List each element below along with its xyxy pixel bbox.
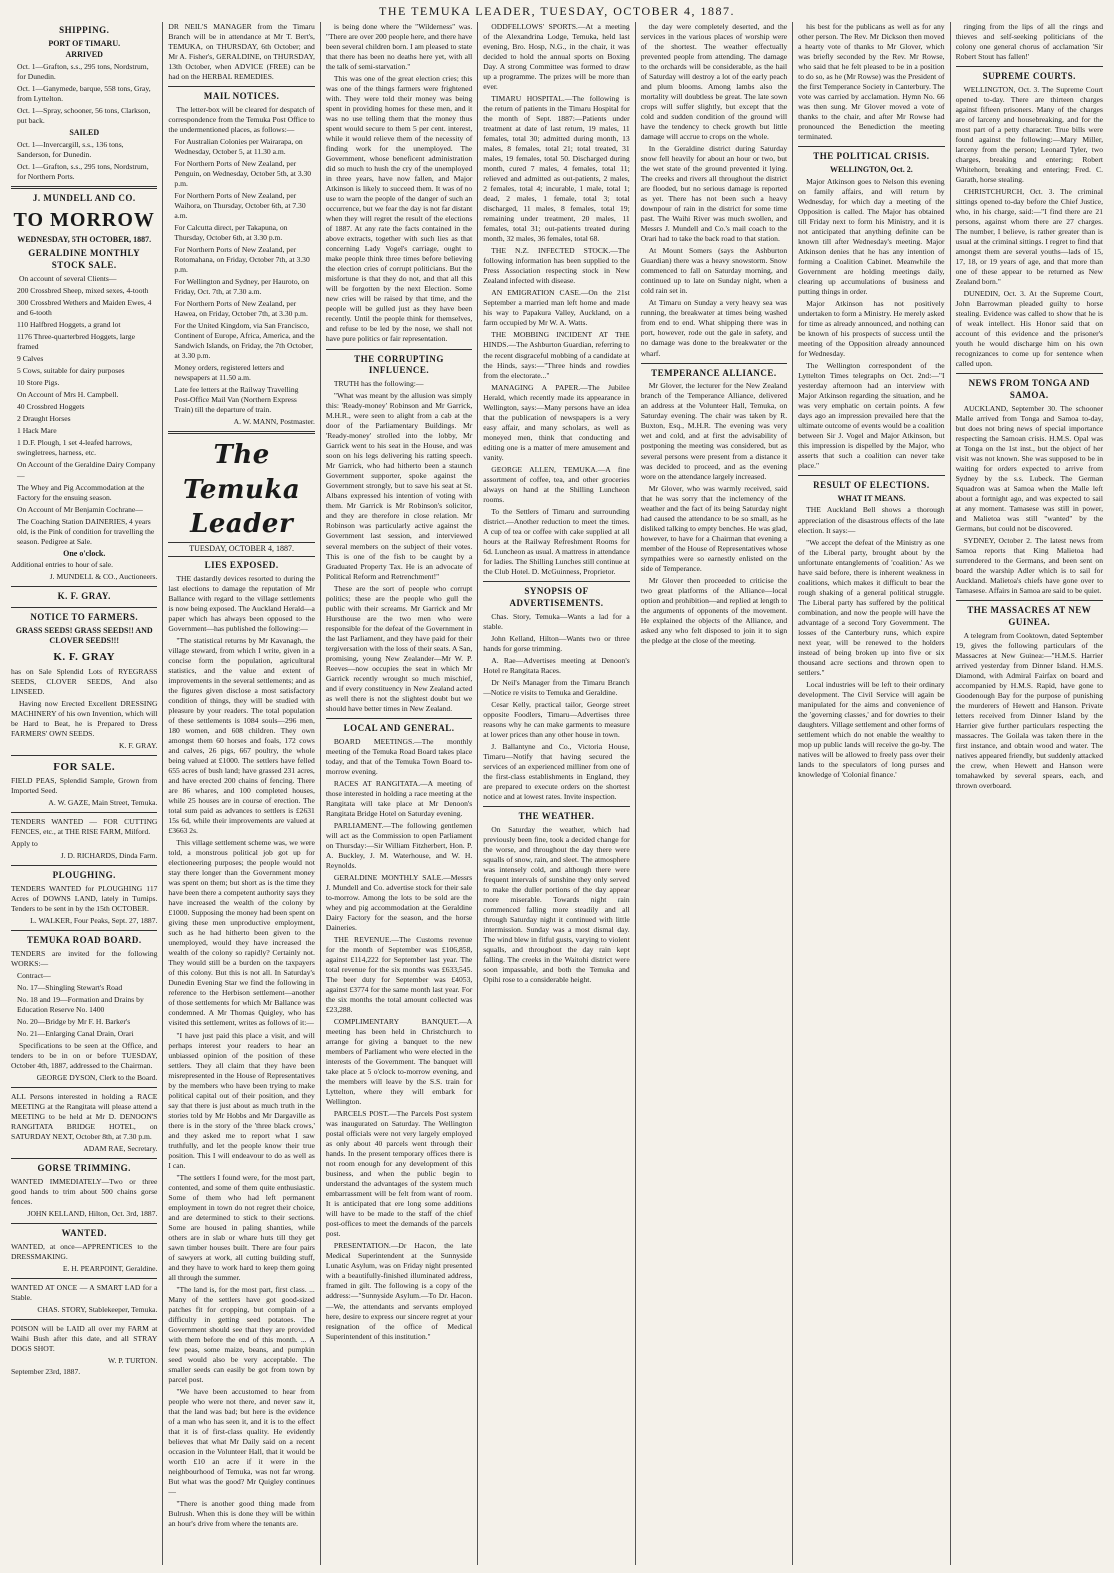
list-item: Late fee letters at the Railway Travelling Post-Office Mail Van (Northern Express Train) till the departure of train.: [174, 385, 299, 415]
paragraph: A. Rae—Advertises meeting at Denoon's Hotel re Rangitata Races.: [483, 655, 630, 675]
paragraph: MANAGING A PAPER.—The Jubilee Herald, which recently made its appearance in Wellington, says:—Many persons have an idea that the publication of newspapers is a very easy affair, and many scholars, as well as moneyed men, think that conducting and editing one is a matter of mere amusement and vanity.: [483, 382, 630, 462]
gray-text-2: Having now Erected Excellent DRESSING MACHINERY of his own Invention, which will be Hard to Beat, he is Prepared to Dress FARMERS' OWN SEEDS.: [11, 698, 158, 738]
tomorrow-date: WEDNESDAY, 5TH OCTOBER, 1887.: [17, 234, 152, 244]
poison-date: September 23rd, 1887.: [11, 1367, 81, 1377]
columns: [6, 22, 1108, 1565]
paragraph: "I have just paid this place a visit, and will perhaps interest your readers to hear an unbiassed opinion of the position of these settlers. They all claim that they have been misrepresented in the House of Representatives by the members who have been trying to make political capital out of their position, and they say that there is just about as much truth in the stories told by Mr Hobbs and Mr Dargaville as there is in the story of the 'three black crows,' and they asked me to report what I saw truthfully, and let the people know their true position. This I will endeavour to do as well as I can.: [168, 1030, 315, 1170]
paragraph: Major Atkinson has not positively undertaken to form a Ministry. He merely asked for time as already announced, and nothing can be known of his prospects of success until the meeting of the Opposition already announced for Wednesday.: [798, 298, 945, 358]
weather-continued: [641, 22, 787, 359]
road-board-signature: GEORGE DYSON, Clerk to the Board.: [36, 1073, 158, 1083]
gray-name: K. F. GRAY: [53, 651, 116, 664]
mail-items: [168, 137, 314, 415]
list-item: 300 Crossbred Wethers and Maiden Ewes, 4 and 6-tooth: [17, 298, 152, 318]
mail-head: MAIL NOTICES.: [203, 91, 280, 102]
sale-intro: On account of several Clients—: [19, 274, 117, 284]
paragraph: BOARD MEETINGS.—The monthly meeting of the Temuka Road Board takes place today, and that of the Temuka Town Board to-morrow evening.: [325, 736, 473, 776]
gray-text: has on Sale Splendid Lots of RYEGRASS SEEDS, CLOVER SEEDS, And also LINSEED.: [11, 666, 158, 696]
issue-dateline: TUESDAY, OCTOBER 4, 1887.: [168, 542, 314, 557]
column-1: [6, 22, 163, 1565]
mail-signature: A. W. MANN, Postmaster.: [233, 417, 315, 427]
list-item: 1 Hack Mare: [17, 426, 57, 436]
paragraph: John Kelland, Hilton—Wants two or three hands for gorse trimming.: [483, 633, 630, 653]
list-item: Oct. 1—Spray, schooner, 56 tons, Clarkson, put back.: [17, 106, 151, 126]
paragraph: is being done where the "Wilderness" was. "There are over 200 people here, and there have been several children born. I am pleased to state that there has been no deaths here yet, with all the talk of semi-starvation.": [325, 22, 473, 72]
list-item: No. 21—Enlarging Canal Drain, Orari: [17, 1029, 134, 1039]
paragraph: To the Settlers of Timaru and surrounding district.—Another reduction to meet the times. A cup of tea or coffee with cake supplied at all hours at the Railway Refreshment Rooms for 6d. Luncheon as usual. A mattress in attendance for ladies. The Shilling Lunches still continue at the Club Hotel. D. McGuinness, Proprietor.: [483, 506, 630, 576]
paragraph: Mr Glover, who was warmly received, said that he was sorry that the inclemency of the weather and the fact of its being Saturday night had caused the attendance to be so small, as he disliked talking to empty benches. He was glad, however, to have for a Chairman that evening a member of the House of Representatives whose sympathies were so earnestly enlisted on the side of Temperance.: [640, 483, 788, 573]
paragraph: PARLIAMENT.—The following gentlemen will act as the Commission to open Parliament on Thursday:—Sir William Fitzherbert, Hon. P. A. Buckley, J. M. Waterhouse, and W. H. Reynolds.: [325, 820, 473, 870]
list-item: 9 Calves: [17, 354, 44, 364]
list-item: Contract—: [17, 971, 51, 981]
farmers-head: NOTICE TO FARMERS.: [30, 612, 139, 623]
list-item: For Northern Ports of New Zealand, per Rotomahana, on Friday, October 7th, at 3.30 p.m.: [174, 245, 310, 275]
list-item: For Northern Ports of New Zealand, per Hawea, on Friday, October 7th, at 3.30 p.m.: [174, 299, 308, 319]
paragraph: This village settlement scheme was, we were told, a monstrous political job got up for electioneering purposes; the people would not stay there longer than the Government money was spent on them; but short as is the time they have been there a competent authority says they have increased the wealth of the colony by £1000. Supposing the money had been spent on giving these men unproductive employment, such as he had hitherto been given to the unemployed, would they have increased the wealth of the colony so rapidly? Certainly not. They would still be a burden on the taxpayers of this colony. But this is not all. In Saturday's Dunedin Evening Star we find the following in reference to the Herbison settlement—another of those settlements for which Mr Ballance was condemned. A Mr Thomas Quigley, who has visited this settlement, writes as follows of it:—: [168, 838, 315, 1028]
lies-continued: [326, 22, 472, 345]
local-general-article: [326, 737, 472, 1342]
paragraph: THE REVENUE.—The Customs revenue for the month of September was £106,858, against £114,222 for September last year. The total revenue for the six months was £633,545. The beer duty for September was £4053, against £3774 for the same month last year. For the six months the total amount collected was £23,288.: [325, 934, 473, 1015]
running-head: THE TEMUKA LEADER, TUESDAY, OCTOBER 4, 1887.: [378, 4, 736, 18]
list-item: The Coaching Station DAINERIES, 4 years old, is the Pink of condition for travelling the season. Pedigree at Sale.: [17, 516, 155, 546]
paragraph: TIMARU HOSPITAL.—The following is the return of patients in the Timaru Hospital for the month of Sept. 1887:—Patients under treatment at date of last return, 19 males, 11 females, total 30; admitted during month, 13 males, 8 females, total 21; total treated, 31 males, 19 females, total 50. Discharged during month, cured 7 males, 4 females, total 11; relieved and admitted as out-patients, 2 males, 2 females, total 4; incurable, 1 male, total 1; dead, 2 males, 1 female, total 3; total discharged, 11 males, 8 females, total 19; remaining under treatment, 20 males, 11 females, total 31; out-patients treated during month, 32 males, 36 females, total 68.: [483, 94, 630, 244]
paragraph: THE dastardly devices resorted to during the last elections to damage the reputation of Mr Ballance with regard to the village settlements is now being exposed. The Auckland Herald—a paper which has always been opposed to the Government—has published the following:—: [168, 573, 315, 633]
paragraph: Cesar Kelly, practical tailor, George street opposite Foodlers, Timaru—Advertises three reasons why he can make garments to measure at lower prices than any other house in town.: [483, 699, 630, 739]
lies-head: LIES EXPOSED.: [204, 559, 279, 570]
paragraph: "The statistical returns by Mr Kavanagh, the village steward, from which I write, given in a concise form the population, agricultural statistics, and the value and extent of improvements in the several settlements; and as the figures given disclose a most satisfactory condition of things, they will be studied with pleasure by your readers. The total population of these settlements is 1084 souls—296 men, 180 women, and 608 children. They own amongst them 60 horses and foals, 172 cows and calves, 26 pigs, 667 poultry, the whole being valued at £1000. The settlers have felled 655 acres of bush land; have grassed 231 acres, and have erected 200 chains of fencing. There are 86 whares, and 100 completed houses, while 25 houses are in course of erection. The total sum paid as advances to settlers is £2631 15s 6d, while their improvements are valued at £3663 2s.: [168, 635, 315, 836]
gorse-text: WANTED IMMEDIATELY—Two or three good hands to trim about 500 chains gorse fences.: [11, 1177, 158, 1207]
poison-text: POISON will be LAID all over my FARM at Waihi Bush after this date, and all STRAY DOGS SHOT.: [11, 1324, 158, 1354]
list-item: No. 20—Bridge by Mr F. H. Barker's: [17, 1017, 131, 1027]
paragraph: GEORGE ALLEN, TEMUKA.—A fine assortment of coffee, tea, and other groceries always on hand at the Shilling Luncheon rooms.: [483, 464, 630, 504]
paragraph: THE MOBBING INCIDENT AT THE HINDS.—The Ashburton Guardian, referring to the recent disgraceful mobbing of a candidate at the Hinds, says:—"Three hinds and rowdies from the electorate...": [483, 330, 630, 380]
list-item: No. 17—Shingling Stewart's Road: [17, 983, 123, 993]
list-item: 2 Draught Horses: [17, 414, 71, 424]
paragraph: Mr Glover, the lecturer for the New Zealand branch of the Temperance Alliance, delivered an address at the Volunteer Hall, Temuka, on Saturday evening. The chair was taken by R. Buxton, Esq., M.H.R. The evening was very wet and cold, and at first the advisability of postponing the meeting was considered, but as several persons were present from a distance it was decided to proceed, and as the evening wore on the attendance largely increased.: [640, 381, 788, 481]
list-item: For Northern Ports of New Zealand, per Waihora, on Thursday, October 6th, at 7.30 a.m.: [174, 191, 306, 221]
sale-time: One o'clock.: [63, 548, 106, 558]
paragraph: PRESENTATION.—Dr Hacon, the late Medical Superintendent at the Sunnyside Lunatic Asylum, was on Friday night presented with a beautifully-finished illuminated address, framed in gilt. The following is a copy of the address:—"Sunnyside Asylum.—To Dr. Hacon.—We, the attendants and servants employed here, desire to express our sincere regret at your resignation of the office of Medical Superintendent of this institution.": [325, 1241, 473, 1341]
corrupting-head: THE CORRUPTING INFLUENCE.: [354, 353, 444, 376]
paragraph: "There is another good thing made from Bulrush. When this is done they will be within an hour's drive from where the tenants are.: [168, 1499, 315, 1529]
paragraph: "The settlers I found were, for the most part, contented, and some of them quite enthusiastic. Some of them who had left permanent employment in town do not regret their choice, and are determined to stick to their sections. Some are housed in paling shanties, while others are in slab or whare huts till they get sawn timber houses built. There are four pairs of sawyers at work, all cutting building stuff, and they have to work hard to keep them going all through the summer.: [168, 1172, 315, 1282]
paragraph: "What was meant by the allusion was simply this: 'Ready-money' Robinson and Mr Garrick, M.H.R., were seen to alight from a cab at the door of the Parliamentary Buildings. Mr 'Ready-money' strolled into the lobby, Mr Garrick went to his seat in the House, and was soon on his legs delivering his ratting speech. Mr Garrick, who had hitherto been a staunch Government supporter, spoke against the Government strongly, but to save his seat at St. Albans expressed his intention of voting with them. Mr Garrick is Mr Robinson's solicitor, and they are therefore in close relation. Mr Robinson was particularly active against the Government last session, and interviewed several members on the subject of their votes. This is one of the fish to be caught by a Graduated Property Tax. He is an advocate of Political Reform and Retrenchment!": [325, 391, 473, 581]
new-guinea-article: [956, 631, 1103, 791]
paragraph: THE Auckland Bell shows a thorough appreciation of the disastrous effects of the late election. It says:—: [798, 505, 945, 535]
list-item: 40 Crossbred Hoggets: [17, 402, 85, 412]
paragraph: "We have been accustomed to hear from people who were not there, and never saw it, that the land was bad; but here is the evidence of a man who has seen it, and it is to the effect that it is of first-class quality. He evidently believes that what Mr Daily said on a recent occasion in the Volunteer Hall, that it would be worth £10 an acre if it were in the neighbourhood of Temuka, was not far wrong. But what was the good? Mr Quigley continues—: [168, 1387, 315, 1497]
list-item: On Account of Mr Benjamin Cochrane—: [17, 504, 143, 514]
sailed-head: SAILED: [69, 128, 100, 138]
paragraph: AUCKLAND, September 30. The schooner Malle arrived from Tonga and Samoa to-day, but does not bring news of special importance respecting the Samoan crisis. H.M.S. Opal was at Tonga on the 1st inst., but the object of her visit was not known. She was supposed to be in waiting for orders expected to arrive from Sydney by the s.s. Lubeck. The German Squadron was at Samoa when the Malle left about a fortnight ago, and was expected to sail at any moment. Tamasese was still in power, and Malietoa was still "wanted" by the Germans, but could not be discovered.: [955, 404, 1103, 534]
sailed-list: [11, 140, 157, 182]
paragraph: DUNEDIN, Oct. 3. At the Supreme Court, John Barrowman pleaded guilty to horse stealing. Evidence was called to show that he is of weak intellect. His Honor said that on account of this evidence and the prisoner's youth he would discharge him on his own recognizances to come up for sentence when called upon.: [955, 289, 1103, 369]
tonga-samoa-head: NEWS FROM TONGA AND SAMOA.: [968, 378, 1090, 401]
paragraph: PARCELS POST.—The Parcels Post system was inaugurated on Saturday. The Wellington postal officials were not very largely employed as only about 40 parcels went through their hands. In the present temporary offices there is not room enough for any development of this business, and when the public begin to understand the advantages of the system much embarrassment will be felt from want of room. It is anticipated that ere long some additions will have to be made to the staff of the chief post-offices to meet the demands of the parcels post.: [325, 1109, 473, 1239]
list-item: 110 Halfbred Hoggets, a grand lot: [17, 320, 121, 330]
paragraph: RACES AT RANGITATA.—A meeting of those interested in holding a race meeting at the Rangitata will take place at Mr Denoon's Rangitata Bridge Hotel on Saturday evening.: [325, 778, 473, 818]
paragraph: SYDNEY, October 2. The latest news from Samoa reports that King Malietoa had surrendered to the Germans, and been sent on board the warship Adler which is to sail for Auckland. Malietoa's chiefs have gone over to Tamasese. Affairs in Samoa are said to be quiet.: [955, 536, 1103, 596]
race-meeting-signature: ADAM RAE, Secretary.: [83, 1144, 158, 1154]
supreme-courts-head: SUPREME COURTS.: [982, 71, 1076, 82]
paragraph: COMPLIMENTARY BANQUET.—A meeting has been held in Christchurch to arrange for giving a banquet to the new members of Parliament who were elected in the interests of the Government. The banquet will take place at 5 o'clock to-morrow evening, and the members will leave by the S.S. train for Lyttelton, where they will embark for Wellington.: [325, 1017, 473, 1107]
list-item: Oct. 1—Ganymede, barque, 558 tons, Gray, from Lyttelton.: [17, 84, 151, 104]
list-item: On Account of the Geraldine Dairy Company—: [17, 460, 156, 480]
temperance-head: TEMPERANCE ALLIANCE.: [651, 367, 777, 378]
paragraph: THE N.Z. INFECTED STOCK.—The following information has been supplied to the Press Association respecting stock in New Zealand infected with disease.: [483, 246, 630, 286]
list-item: Money orders, registered letters and newspapers at 11.50 a.m.: [174, 363, 284, 383]
elections-head: RESULT OF ELECTIONS.: [813, 480, 930, 491]
wanted-signature: E. H. PEARPOINT, Geraldine.: [62, 1264, 158, 1274]
temperance-article: [641, 381, 787, 645]
ploughing-signature: L. WALKER, Four Peaks, Sept. 27, 1887.: [30, 916, 158, 926]
paragraph: J. Ballantyne and Co., Victoria House, Timaru—Notify that having secured the services of an experienced milliner from one of the first-class establishments in England, they are prepared to execute orders on the shortest notice and at lowest rates. Invite inspection.: [483, 741, 630, 801]
political-article: [798, 177, 944, 471]
road-board-items: [11, 971, 157, 1039]
poison-signature: W. P. TURTON.: [108, 1356, 158, 1366]
list-item: On Account of Mrs H. Campbell.: [17, 390, 119, 400]
list-item: 200 Crossbred Sheep, mixed sexes, 4-tooth: [17, 286, 149, 296]
list-item: Oct. 1—Grafton, s.s., 295 tons, Nordstrum, for Northern Ports.: [17, 161, 149, 181]
race-meeting-text: ALL Persons interested in holding a RACE MEETING at the Rangitata will please attend a MEETING to be held at Mr D. DENOON'S RANGITATA BRIDGE HOTEL, on SATURDAY NEXT, October 8th, at 7.30 p.m.: [11, 1092, 158, 1142]
gray-firm: K. F. GRAY.: [57, 591, 111, 602]
supreme-courts-article: [956, 85, 1103, 369]
weather-head: THE WEATHER.: [518, 810, 595, 821]
paragraph: "We accept the defeat of the Ministry as one of the Liberal party, brought about by the unfortunate entanglements of 'coalition.' As we have said before, there is inherent weakness in coalitions, which makes it difficult to bear the rough shaking of a general political struggle. The Liberal party has suffered by the political combination, and now the people will have the advantage of a second Tory Government. The losses of the Canterbury runs, which expire next year, will be renewed to the holders instead of being broken up into five or six thousand acre sections and thrown open to settlers.": [798, 537, 945, 677]
paragraph: Mr Glover then proceeded to criticise the two great platforms of the Alliance—local option and prohibition—and replied at length to the arguments of opponents of the movement. He explained the objects of the Alliance, and asked any who felt disposed to join it to sign the pledge at the close of the meeting.: [640, 575, 788, 645]
column-3: [321, 22, 478, 1565]
column-6: [793, 22, 950, 1565]
forsale-signature: A. W. GAZE, Main Street, Temuka.: [48, 798, 158, 808]
elections-subhead: WHAT IT MEANS.: [837, 493, 906, 503]
tenders-signature: J. D. RICHARDS, Dinda Farm.: [60, 851, 158, 861]
list-item: 1 D.F. Plough, 1 set 4-leafed harrows, swingletrees, harness, etc.: [17, 438, 132, 458]
sale-head: GERALDINE MONTHLY STOCK SALE.: [28, 248, 141, 271]
paragraph: These are the sort of people who corrupt politics; these are the people who gull the public with their screams. Mr Garrick and Mr Hursthouse are the two men who were responsible for the defeat of the Government in the last Parliament, and they have paid for their tergiversation with the loss of their seats. A San, promising, young New Zealander—Mr W. P. Reeves—now occupies the seat in which Mr Garrick recently wrought so much mischief, and if every constituency in New Zealand acted as well there is not the slightest doubt but we should have better times in New Zealand.: [325, 583, 473, 713]
paragraph: On Saturday the weather, which had previously been fine, took a decided change for the worse, and throughout the day there were squalls of snow, rain, and sleet. The atmosphere was intensely cold, and although there were frequent intervals of sunshine they only served to make the duller portions of the day appear more miserable. Towards night rain commenced falling more steadily and all through Saturday night it continued with little intermission. Sunday was a most dismal day. The wind blew in fitful gusts, varying to violent squalls, and throughout the day rain kept falling. The creeks in the Waitohi district were soon impassable, and both the Temuka and Opihi rose to a considerable height.: [483, 824, 630, 984]
sale-note: Additional entries to hour of sale.: [11, 560, 114, 570]
list-item: For Northern Ports of New Zealand, per Penguin, on Wednesday, October 5th, at 3.30 p.m.: [174, 159, 312, 189]
ploughing-text: TENDERS WANTED for PLOUGHING 117 Acres of DOWNS LAND, lately in Turnips. Tenders to be sent in by the 15th OCTOBER.: [11, 884, 158, 914]
forsale-head: FOR SALE.: [53, 760, 116, 773]
lies-article: [168, 574, 314, 1529]
wanted-head: WANTED.: [61, 1228, 107, 1239]
paragraph: GERALDINE MONTHLY SALE.—Messrs J. Mundell and Co. advertise stock for their sale to-morrow. Among the lots to be sold are the whey and pig accommodation at the Geraldine Dairy Factory for the season, and the horse Daineries.: [325, 872, 473, 932]
column-5: [636, 22, 793, 1565]
tenders-apply: Apply to: [11, 839, 38, 849]
list-item: For Calcutta direct, per Takapuna, on Thursday, October 6th, at 3.30 p.m.: [174, 223, 288, 243]
list-item: 1176 Three-quarterbred Hoggets, large framed: [17, 332, 135, 352]
sale-items: [11, 286, 157, 546]
list-item: Oct. 1—Grafton, s.s., 295 tons, Nordstrum, for Dunedin.: [17, 61, 149, 81]
gorse-head: GORSE TRIMMING.: [37, 1163, 131, 1174]
paragraph: In the Geraldine district during Saturday snow fell heavily for about an hour or two, but the wet state of the ground prevented it lying. The creeks and rivers all throughout the district are flooded, but no serious damage is reported as yet. There has not been such a heavy downpour of rain in the district for some time past. The Waihi River was much swollen, and Messrs J. Mundell and Co.'s mail coach to the Orari had to take the back road to that station.: [640, 144, 788, 244]
list-item: For the United Kingdom, via San Francisco, Continent of Europe, Africa, America, and the Sandwich Islands, on Friday, the 7th October, at 3.30 p.m.: [174, 321, 315, 361]
list-item: 10 Store Pigs.: [17, 378, 60, 388]
paragraph: TRUTH has the following:—: [333, 379, 424, 389]
paragraph: Chas. Story, Temuka—Wants a lad for a stable.: [483, 611, 630, 631]
paragraph: The Wellington correspondent of the Lyttelton Times telegraphs on Oct. 2nd:—"I yesterday afternoon had an interview with Major Atkinson regarding the situation, and he was very emphatic on certain points. A few days ago an impression prevailed here that the ultimate outcome of events would be a coalition between Sir J. Vogel and Major Atkinson, but this impression is dispelled by the Major, who asserts that such a coalition can never take place.": [798, 360, 945, 471]
paragraph: Dr Neil's Manager from the Timaru Branch—Notice re visits to Temuka and Geraldine.: [483, 677, 630, 697]
paragraph: Major Atkinson goes to Nelson this evening on family affairs, and will return by Wednesday, for which day a meeting of the Opposition is called. The Major has obtained till Friday next to form his Ministry, and it is not anticipated that anything definite can be known till after Wednesday's meeting. Major Atkinson denies that he has any intention of forming a Coalition Cabinet. Meanwhile the Government are holding meetings daily, clearing up accumulations of business and putting things in order.: [798, 176, 945, 296]
paragraph: A telegram from Cooktown, dated September 19, gives the following particulars of the Massacres at New Guinea:—"H.M.S. Harrier arrived yesterday from Dinner Island. H.M.S. Diamond, with Admiral Fairfax on board and accompanied by H.M.S. Rapid, have gone to Goodenough Bay for the purpose of punishing the murderers of Hewett and Hanson. Private letters received from Dinner Island by the Harrier give further particulars respecting the massacres. The Goilala was taken there in the first instance, and obtain wood and water. The natives appeared friendly, but suddenly attacked the crew, when Hewett and Hanson were tomahawked by several spears, each, and thrown overboard.: [955, 631, 1103, 791]
tenders-fencing: TENDERS WANTED — FOR CUTTING FENCES, etc., at THE RISE FARM, Milford.: [11, 817, 158, 837]
column-2: [163, 22, 320, 1565]
paragraph: ringing from the lips of all the rings and thieves and self-seeking politicians of the colony one general chorus of acclamation 'Sir Robert Stout has fallen!': [955, 22, 1103, 62]
new-guinea-head: THE MASSACRES AT NEW GUINEA.: [967, 605, 1092, 628]
synopsis-list: [483, 612, 629, 802]
arrived-list: [11, 62, 157, 126]
corrupting-article: [326, 379, 472, 714]
stable-lad-text: WANTED AT ONCE — A SMART LAD for a Stable.: [11, 1283, 158, 1303]
sale-signature: J. MUNDELL & CO., Auctioneers.: [49, 572, 158, 582]
paragraph: ODDFELLOWS' SPORTS.—At a meeting of the Alexandrina Lodge, Temuka, held last evening, Bro. Hosp, N.G., in the chair, it was decided to hold the annual sports on Boxing Day. A strong Committee was formed to draw up a programme. The prizes will be more than ever.: [483, 22, 630, 92]
tomorrow-banner: TO MORROW: [13, 208, 155, 231]
arrived-head: ARRIVED: [65, 50, 103, 60]
mundell-firm: J. MUNDELL AND CO.: [32, 192, 136, 203]
political-dateline: WELLINGTON, Oct. 2.: [829, 165, 913, 175]
port-head: PORT OF TIMARU.: [48, 38, 121, 48]
masthead: The Temuka Leader: [183, 440, 301, 540]
list-item: Oct. 1—Invercargill, s.s., 136 tons, Sanderson, for Dunedin.: [17, 139, 124, 159]
column-7: [951, 22, 1108, 1565]
list-item: The Whey and Pig Accommodation at the Factory for the ensuing season.: [17, 482, 145, 502]
paragraph: Local industries will be left to their ordinary development. The Civil Service will again be manipulated for the aims and convenience of the 'governing classes,' and for dowries to their daughters. Village settlement and other forms of settlement which do not enable the wealthy to mop up public lands will receive the go-by. The natives will be allowed to freely pass over their lands to the speculators of long purses and knowledge of 'Colonial finance.': [798, 679, 945, 779]
list-item: For Wellington and Sydney, per Hauroto, on Friday, Oct. 7th, at 7.30 a.m.: [174, 277, 310, 297]
paragraph: WELLINGTON, Oct. 3. The Supreme Court opened to-day. There are thirteen charges against fifteen prisoners. Many of the charges are of larceny and housebreaking, and for the most part of a petty character. True bills were found against the following:—Mary Miller, larceny from the person; Leonard Tyler, two charges, breaking and entering; Robert Whitehorn, breaking and entering; Fred. C. Garath, horse stealing.: [955, 84, 1103, 185]
stable-lad-signature: CHAS. STORY, Stablekeeper, Temuka.: [37, 1305, 158, 1315]
paragraph: At Mount Somers (says the Ashburton Guardian) there was a heavy snowstorm. Snow commenced to fall on Saturday morning, and continued up to late on Sunday night, when a cold rain set in.: [640, 246, 788, 296]
paragraph: "The land is, for the most part, first class. ... Many of the settlers have got good-sized patches fit for cropping, but complain of a difficulty in getting seed potatoes. The Government should see that they are provided with them before the end of this month. ... A few peas, some maize, beans, and pumpkin seed would also be very acceptable. The smaller seeds can easily be got from town by parcel post.: [168, 1284, 315, 1385]
mail-text: The letter-box will be cleared for despatch of correspondence from the Temuka Post Office to the undermentioned places, as follows:—: [168, 104, 315, 134]
paragraph: This was one of the great election cries; this was one of the things farmers were frightened with. They were told their money was being spent in providing homes for these men, and it was no use telling them that the money thus spent would secure to them 5 per cent. interest, while it would relieve them of the necessity of finding work for the unemployed. The Government, whose beneficent administration did so much to hush the cry of the unemployed in three years, have now fallen, and Major Atkinson is likely to succeed them. It was of no use to warn the people of the danger of such an occurrence, but we fear the day is not far distant when they will regret the result of the elections of 1887. At any rate the facts contained in the above extracts, together with such lies as that concerning Lady Vogel's carriage, ought to make people think three times before believing the election cries of corrupt politicians. But the misfortune is that they do not, and that all this will be forgotten by the next Election. Some new cries will be raised by that time, and the people will be gulled just as they have been recently. Until the people think for themselves, and refuse to be led by the nose, we shall not have pure politics or fair representation.: [325, 74, 473, 344]
ploughing-head: PLOUGHING.: [52, 870, 116, 881]
road-board-head: TEMUKA ROAD BOARD.: [26, 935, 142, 946]
temperance-continued: [798, 22, 944, 142]
list-item: For Australian Colonies per Wairarapa, on Wednesday, October 5, at 11.30 a.m.: [174, 137, 303, 157]
wanted-text: WANTED, at once—APPRENTICES to the DRESSMAKING.: [11, 1242, 158, 1262]
local-continued: [483, 22, 629, 577]
dr-neil-notice: DR NEIL'S MANAGER from the Timaru Branch will be in attendance at Mr T. Bert's, TEMUKA, on THURSDAY, 6th October; and Mr A. Fisher's, GERALDINE, on THURSDAY, 13th October, when ADVICE (FREE) can be had on the HERBAL REMEDIES.: [168, 22, 315, 82]
paragraph: At Timaru on Sunday a very heavy sea was running, the breakwater at times being washed from end to end. What shipping there was in port, however, rode out the gale in safety, and no damage was done to the breakwater or the wharf.: [640, 298, 788, 358]
paragraph: his best for the publicans as well as for any other person. The Rev. Mr Dickson then moved a hearty vote of thanks to Mr Glover, which was briefly seconded by the Rev. Mr Rowse, who said that he felt pleased to be in a position to do so, as he (Mr Rowse) was the President of the first Temperance Society in Canterbury. The vote was carried by acclamation. Hymn No. 66 was then sung. Mr Glover moved a vote of thanks to the chair, and after Mr Rowse had pronounced the Benediction the meeting terminated.: [798, 22, 945, 142]
gorse-signature: JOHN KELLAND, Hilton, Oct. 3rd, 1887.: [27, 1209, 158, 1219]
paragraph: AN EMIGRATION CASE.—On the 21st September a married man left home and made his way to Papakura Valley, Auckland, on a farm occupied by Mr W. A. Watts.: [483, 288, 630, 328]
seeds-banner: GRASS SEEDS! GRASS SEEDS!! AND CLOVER SEEDS!!!: [15, 625, 153, 646]
paragraph: CHRISTCHURCH, Oct. 3. The criminal sittings opened to-day before the Chief Justice, who, in his charge, said:—"I find there are 21 persons, against whom there are 27 charges. The number, I believe, is rather greater than is usual at the criminal sittings. I regret to find that amongst them are several youths—lads of 15, 17, 18, or 19 years of age, and that more than one of these appear to be returned as New Zealand born.": [955, 187, 1103, 287]
forsale-text: FIELD PEAS, Splendid Sample, Grown from Imported Seed.: [11, 776, 158, 796]
shipping-head: SHIPPING.: [59, 25, 110, 35]
list-item: No. 18 and 19—Formation and Drains by Education Reserve No. 1400: [17, 995, 144, 1015]
paragraph: the day were completely deserted, and the services in the various places of worship were of the shortest. The weather effectually prevented people from attending. The damage to the orchards will be considerable, as the hail of Saturday will destroy a lot of the early peach and plum blooms. Among lambs also the mortality will doubtless be great. The late sown crops will suffer slightly, but except that the cold and sudden condition of the ground will have the tendency to check growth but little damage will accrue to crops on the whole.: [640, 22, 788, 142]
gray-signature: K. F. GRAY.: [118, 740, 158, 750]
column-4: [478, 22, 635, 1565]
local-general-head: LOCAL AND GENERAL.: [343, 722, 455, 733]
elections-article: [798, 505, 944, 779]
weather-article: [483, 825, 629, 985]
elections-continued: [956, 22, 1103, 62]
political-crisis-head: THE POLITICAL CRISIS.: [813, 151, 930, 162]
road-board-spec: Specifications to be seen at the Office, and tenders to be in on or before TUESDAY, October 4th, 1887, addressed to the Chairman.: [11, 1041, 158, 1071]
synopsis-head: SYNOPSIS OF ADVERTISEMENTS.: [509, 585, 604, 608]
tonga-samoa-article: [956, 404, 1103, 596]
list-item: 5 Cows, suitable for dairy purposes: [17, 366, 125, 376]
road-board-text: TENDERS are invited for the following WORKS:—: [11, 949, 158, 969]
